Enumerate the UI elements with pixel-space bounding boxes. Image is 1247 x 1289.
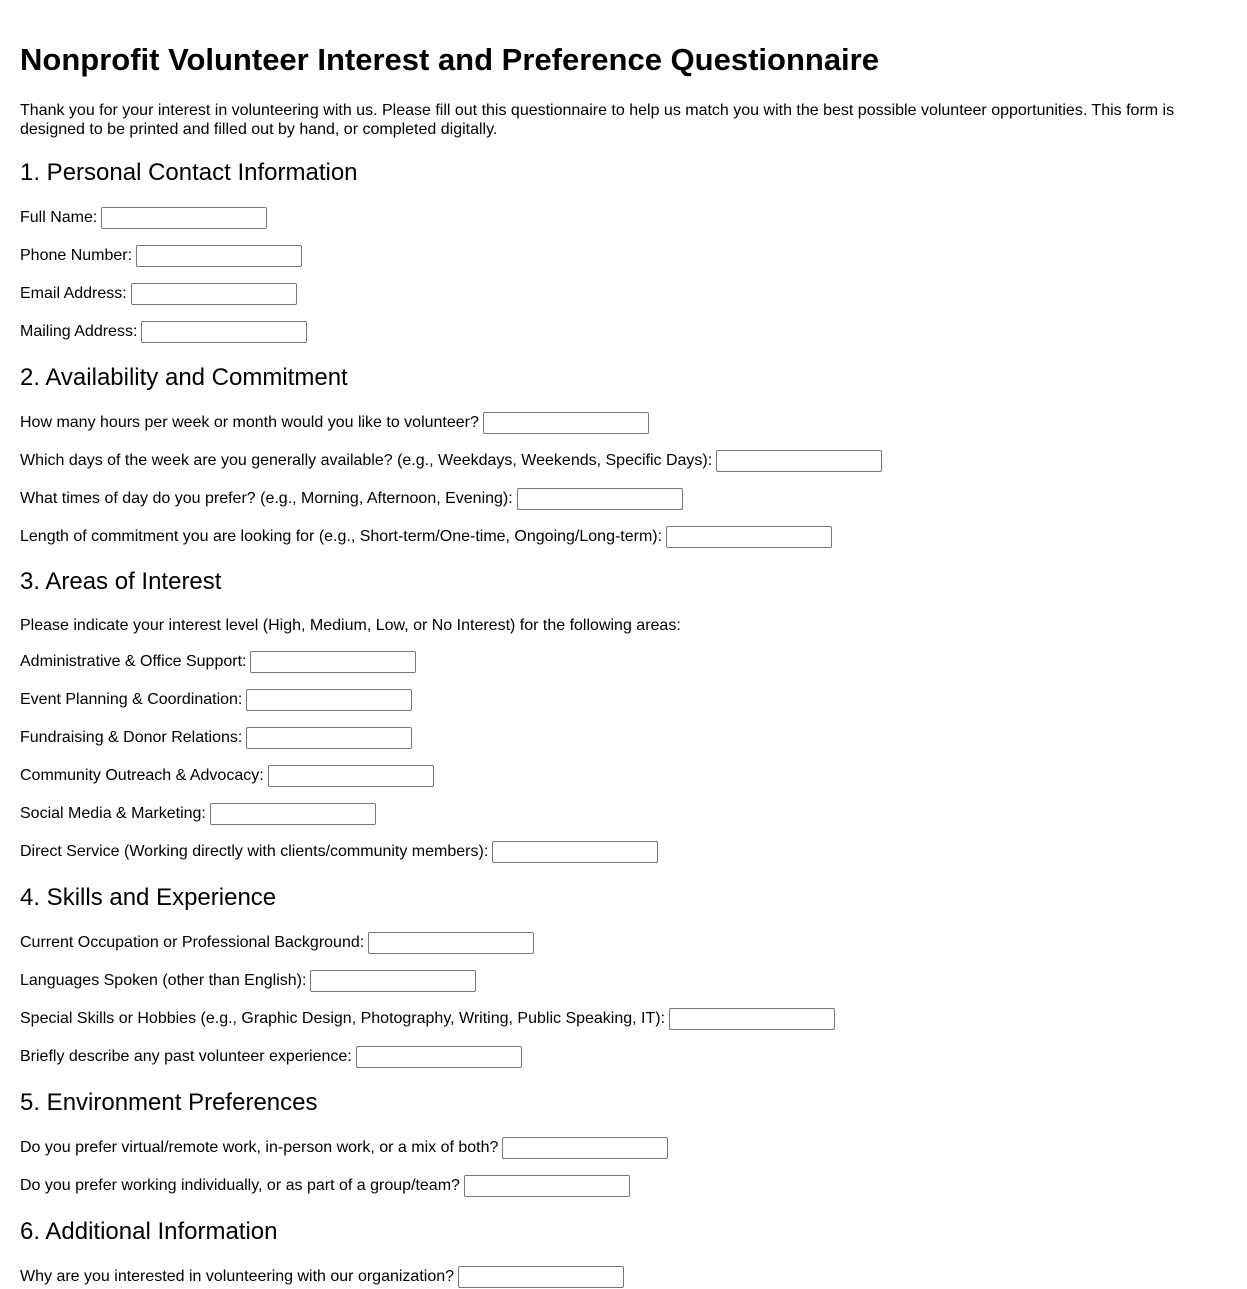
email-address-label: Email Address:: [20, 285, 127, 302]
occupation-row: [20, 931, 534, 955]
team-preference-row: [20, 1174, 630, 1198]
intro-text: Thank you for your interest in volunteering with us. Please fill out this questionnaire to help us match you with the best possible volunteer opportunities. This form is designed to be printed and filled out by hand, or completed digitally.: [20, 102, 1175, 138]
full-name-input[interactable]: [101, 207, 267, 229]
interest-fundraising-input[interactable]: [246, 727, 412, 749]
languages-row: [20, 969, 476, 993]
past-experience-row: [20, 1045, 522, 1069]
times-of-day-row: [20, 487, 683, 511]
past-experience-input[interactable]: [356, 1046, 522, 1068]
interest-fundraising-label: Fundraising & Donor Relations:: [20, 729, 243, 746]
interest-outreach-input[interactable]: [268, 765, 434, 787]
interest-events-row: [20, 688, 412, 712]
interest-events-input[interactable]: [246, 689, 412, 711]
work-mode-label: Do you prefer virtual/remote work, in-person work, or a mix of both?: [20, 1139, 499, 1156]
section-heading-skills: 4. Skills and Experience: [20, 884, 277, 911]
page-title: Nonprofit Volunteer Interest and Preference Questionnaire: [20, 42, 879, 77]
interest-level-instruction: Please indicate your interest level (High, Medium, Low, or No Interest) for the following areas:: [20, 617, 681, 634]
full-name-label: Full Name:: [20, 209, 98, 226]
section-heading-environment: 5. Environment Preferences: [20, 1089, 318, 1116]
days-available-row: [20, 449, 882, 473]
occupation-label: Current Occupation or Professional Background:: [20, 934, 365, 951]
team-preference-label: Do you prefer working individually, or as part of a group/team?: [20, 1177, 460, 1194]
hours-per-week-row: [20, 411, 649, 435]
motivation-row: [20, 1265, 624, 1289]
days-available-input[interactable]: [716, 450, 882, 472]
motivation-label: Why are you interested in volunteering with our organization?: [20, 1268, 455, 1285]
interest-social-media-input[interactable]: [210, 803, 376, 825]
times-of-day-input[interactable]: [517, 488, 683, 510]
interest-social-media-row: [20, 802, 376, 826]
special-skills-row: [20, 1007, 835, 1031]
interest-admin-input[interactable]: [250, 651, 416, 673]
email-address-input[interactable]: [131, 283, 297, 305]
interest-direct-service-row: [20, 840, 658, 864]
interest-direct-service-input[interactable]: [492, 841, 658, 863]
commitment-length-input[interactable]: [666, 526, 832, 548]
commitment-length-label: Length of commitment you are looking for (e.g., Short-term/One-time, Ongoing/Long-term):: [20, 528, 663, 545]
team-preference-input[interactable]: [464, 1175, 630, 1197]
section-heading-additional: 6. Additional Information: [20, 1218, 278, 1245]
languages-label: Languages Spoken (other than English):: [20, 972, 307, 989]
interest-direct-service-label: Direct Service (Working directly with clients/community members):: [20, 843, 489, 860]
special-skills-label: Special Skills or Hobbies (e.g., Graphic Design, Photography, Writing, Public Speaking, IT):: [20, 1010, 666, 1027]
commitment-length-row: [20, 525, 832, 549]
special-skills-input[interactable]: [669, 1008, 835, 1030]
interest-admin-row: [20, 650, 416, 674]
section-heading-personal: 1. Personal Contact Information: [20, 159, 358, 186]
work-mode-input[interactable]: [502, 1137, 668, 1159]
days-available-label: Which days of the week are you generally available? (e.g., Weekdays, Weekends, Specific Days):: [20, 452, 713, 469]
motivation-input[interactable]: [458, 1266, 624, 1288]
interest-fundraising-row: [20, 726, 412, 750]
phone-number-label: Phone Number:: [20, 247, 133, 264]
interest-admin-label: Administrative & Office Support:: [20, 653, 247, 670]
email-address-row: [20, 282, 297, 306]
full-name-row: [20, 206, 267, 230]
interest-outreach-label: Community Outreach & Advocacy:: [20, 767, 264, 784]
languages-input[interactable]: [310, 970, 476, 992]
phone-number-row: [20, 244, 302, 268]
past-experience-label: Briefly describe any past volunteer experience:: [20, 1048, 352, 1065]
section-heading-availability: 2. Availability and Commitment: [20, 364, 348, 391]
hours-per-week-input[interactable]: [483, 412, 649, 434]
section-heading-interests: 3. Areas of Interest: [20, 568, 222, 595]
mailing-address-row: [20, 320, 307, 344]
interest-events-label: Event Planning & Coordination:: [20, 691, 243, 708]
occupation-input[interactable]: [368, 932, 534, 954]
mailing-address-label: Mailing Address:: [20, 323, 138, 340]
interest-outreach-row: [20, 764, 434, 788]
times-of-day-label: What times of day do you prefer? (e.g., Morning, Afternoon, Evening):: [20, 490, 513, 507]
hours-per-week-label: How many hours per week or month would you like to volunteer?: [20, 414, 479, 431]
mailing-address-input[interactable]: [141, 321, 307, 343]
work-mode-row: [20, 1136, 668, 1160]
phone-number-input[interactable]: [136, 245, 302, 267]
interest-social-media-label: Social Media & Marketing:: [20, 805, 206, 822]
